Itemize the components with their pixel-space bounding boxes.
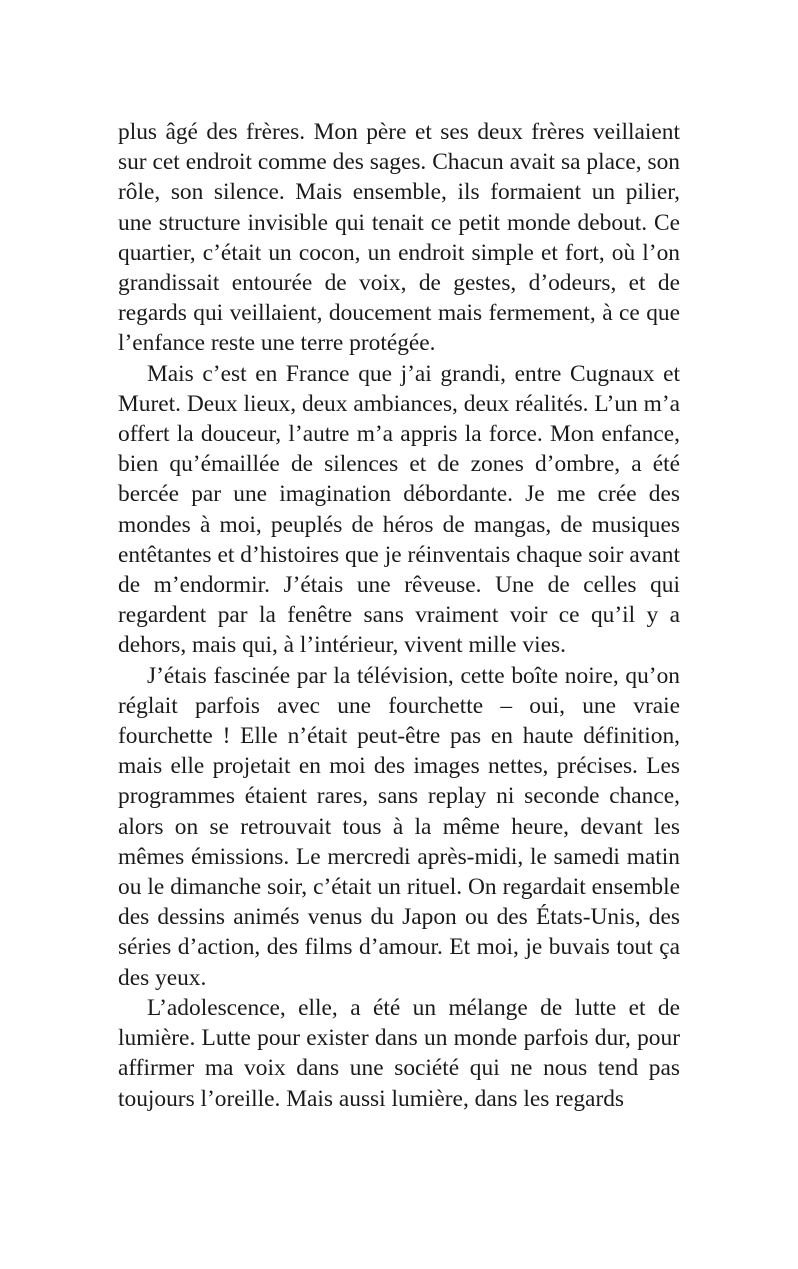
paragraph-adolescence: L’adolescence, elle, a été un mélange de lutte et de lumière. Lutte pour exister dans un monde parfois dur, pour affirmer ma voix dans une société qui ne nous tend pas toujours l’oreille. Mais aussi lumière, dans les regards xyxy=(118,994,680,1112)
paragraph-continuation: plus âgé des frères. Mon père et ses deux frères veillaient sur cet endroit comme des sages. Chacun avait sa place, son rôle, son silence. Mais ensemble, ils formaient un pilier, une structure invisible qui tenait ce petit monde debout. Ce quartier, c’était un cocon, un endroit simple et fort, où l’on grandissait entourée de voix, de gestes, d’odeurs, et de regards qui veillaient, doucement mais fermement, à ce que l’enfance reste une terre protégée. xyxy=(118,119,680,357)
paragraph-television: J’étais fascinée par la télévision, cette boîte noire, qu’on réglait parfois avec une fourchette – oui, une vraie fourchette ! Elle n’était peut-être pas en haute définition, mais elle projetait en moi des images nettes, précises. Les programmes étaient rares, sans replay ni seconde chance, alors on se retrouvait tous à la même heure, devant les mêmes émissions. Le mercredi après-midi, le samedi matin ou le dimanche soir, c’était un rituel. On regardait ensemble des dessins animés venus du Japon ou des États-Unis, des séries d’action, des films d’amour. Et moi, je buvais tout ça des yeux. xyxy=(118,662,680,991)
book-page xyxy=(118,117,680,1114)
paragraph-childhood-france: Mais c’est en France que j’ai grandi, entre Cugnaux et Muret. Deux lieux, deux ambiances, deux réalités. L’un m’a offert la douceur, l’autre m’a appris la force. Mon enfance, bien qu’émaillée de silences et de zones d’ombre, a été bercée par une imagination débordante. Je me crée des mondes à moi, peuplés de héros de mangas, de musiques entêtantes et d’histoires que je réinventais chaque soir avant de m’endormir. J’étais une rêveuse. Une de celles qui regardent par la fenêtre sans vraiment voir ce qu’il y a dehors, mais qui, à l’intérieur, vivent mille vies. xyxy=(118,360,680,659)
